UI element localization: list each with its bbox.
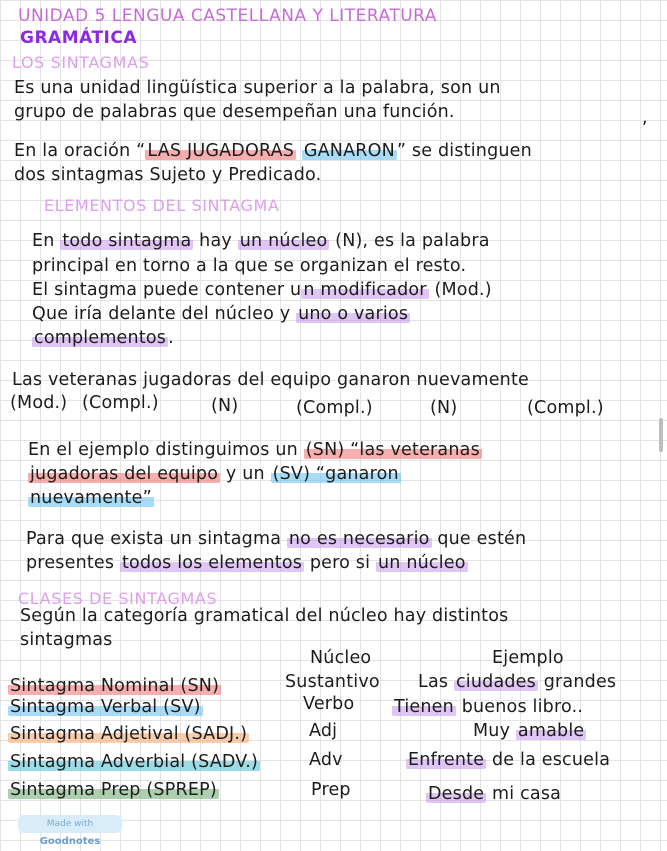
existencia-line-1 bbox=[26, 529, 526, 549]
analysis-label: (N) bbox=[211, 396, 239, 416]
sintagma-name: Sintagma Adjetival (SADJ.) bbox=[10, 724, 248, 744]
section-heading-clases: CLASES DE SINTAGMAS bbox=[18, 589, 218, 608]
column-header-nucleo: Núcleo bbox=[310, 648, 372, 668]
highlight: todos los elementos bbox=[121, 553, 303, 573]
made-with-goodnotes-badge bbox=[18, 815, 122, 847]
definition-line-2: grupo de palabras que desempeñan una función. bbox=[14, 102, 455, 122]
text-segment: mi casa bbox=[486, 784, 562, 804]
distinguimos-line-1 bbox=[28, 440, 482, 460]
nucleo-cell: Sustantivo bbox=[285, 672, 380, 692]
sintagma-name: Sintagma Verbal (SV) bbox=[10, 697, 201, 717]
badge-brand: Goodnotes bbox=[39, 836, 101, 847]
text-segment: (N), es la palabra bbox=[329, 231, 490, 251]
text-segment: En bbox=[32, 231, 61, 251]
highlight-sn: jugadoras del equipo bbox=[30, 464, 219, 484]
highlight-sv: (SV) “ganaron bbox=[272, 464, 399, 484]
text-segment: Las bbox=[418, 672, 454, 692]
text-segment: buenos libro.. bbox=[455, 697, 584, 717]
ejemplo-cell bbox=[418, 672, 616, 692]
distinguimos-line-3 bbox=[28, 488, 154, 508]
page-title: UNIDAD 5 LENGUA CASTELLANA Y LITERATURA bbox=[18, 6, 437, 26]
highlight-sujeto: LAS JUGADORAS bbox=[147, 141, 295, 161]
text-segment: presentes bbox=[26, 553, 120, 573]
nucleo-cell: Verbo bbox=[303, 694, 355, 714]
sintagma-name: Sintagma Nominal (SN) bbox=[10, 676, 220, 696]
text-segment: . bbox=[168, 328, 174, 348]
highlight: todo sintagma bbox=[62, 231, 192, 251]
section-heading-sintagmas: LOS SINTAGMAS bbox=[12, 53, 150, 72]
highlight: Enfrente bbox=[408, 750, 485, 770]
badge-prefix: Made with bbox=[46, 819, 94, 829]
analysis-label: (Compl.) bbox=[296, 398, 373, 418]
highlight: n modificador bbox=[303, 280, 427, 300]
clases-intro-line-1: Según la categoría gramatical del núcleo hay distintos bbox=[20, 606, 509, 626]
text-segment: (Mod.) bbox=[428, 280, 492, 300]
elementos-line-3 bbox=[32, 280, 492, 300]
analysis-label: (N) bbox=[430, 398, 458, 418]
text-segment: y un bbox=[220, 464, 271, 484]
table-row-adverbial bbox=[8, 752, 260, 772]
table-row-verbal bbox=[8, 697, 203, 717]
highlight: ciudades bbox=[455, 672, 536, 692]
text-segment: que estén bbox=[431, 529, 527, 549]
highlight: Desde bbox=[428, 784, 485, 804]
analysis-label: (Compl.) bbox=[82, 393, 159, 413]
table-row-nominal bbox=[8, 676, 221, 696]
text-segment: ” se distinguen bbox=[396, 141, 532, 161]
elementos-line-4 bbox=[32, 304, 410, 324]
text-segment: grandes bbox=[537, 672, 617, 692]
nucleo-cell: Adj bbox=[309, 721, 338, 741]
text-segment: El sintagma puede contener u bbox=[32, 280, 302, 300]
text-segment: pero si bbox=[304, 553, 376, 573]
text-segment: Muy bbox=[473, 721, 516, 741]
ejemplo-cell bbox=[473, 721, 586, 741]
example-sentence-line-2: dos sintagmas Sujeto y Predicado. bbox=[14, 165, 322, 185]
example-sentence-line-1 bbox=[14, 141, 532, 161]
stray-mark: , bbox=[642, 108, 648, 128]
highlight: no es necesario bbox=[288, 529, 430, 549]
text-segment: hay bbox=[193, 231, 238, 251]
nucleo-cell: Adv bbox=[309, 750, 343, 770]
highlight: Tienen bbox=[394, 697, 454, 717]
elementos-line-1 bbox=[32, 231, 490, 251]
table-row-adjetival bbox=[8, 724, 249, 744]
analysis-label: (Compl.) bbox=[527, 398, 604, 418]
highlight: un núcleo bbox=[239, 231, 328, 251]
text-segment: de la escuela bbox=[486, 750, 611, 770]
elementos-line-5 bbox=[32, 328, 174, 348]
highlight: un núcleo bbox=[377, 553, 466, 573]
highlight: complementos bbox=[34, 328, 167, 348]
ejemplo-cell bbox=[406, 750, 610, 770]
page-subtitle: GRAMÁTICA bbox=[20, 28, 138, 48]
text-segment: En el ejemplo distinguimos un bbox=[28, 440, 304, 460]
scrollbar-thumb[interactable] bbox=[659, 418, 663, 452]
highlight-sv: nuevamente” bbox=[30, 488, 152, 508]
text-segment: Que iría delante del núcleo y bbox=[32, 304, 297, 324]
highlight-sn: (SN) “las veteranas bbox=[305, 440, 480, 460]
ejemplo-cell bbox=[426, 784, 561, 804]
highlight-predicado: GANARON bbox=[303, 141, 395, 161]
definition-line-1: Es una unidad lingüística superior a la palabra, son un bbox=[14, 78, 501, 98]
nucleo-cell: Prep bbox=[311, 780, 351, 800]
elementos-line-2: principal en torno a la que se organizan el resto. bbox=[32, 256, 467, 276]
highlight: amable bbox=[517, 721, 585, 741]
highlight: uno o varios bbox=[298, 304, 409, 324]
clases-intro-line-2: sintagmas bbox=[20, 630, 113, 650]
text-segment: En la oración “ bbox=[14, 141, 146, 161]
ejemplo-cell bbox=[392, 697, 583, 717]
analysis-sentence: Las veteranas jugadoras del equipo ganaron nuevamente bbox=[12, 370, 530, 390]
sintagma-name: Sintagma Adverbial (SADV.) bbox=[10, 752, 259, 772]
column-header-ejemplo: Ejemplo bbox=[492, 648, 564, 668]
table-row-prep bbox=[8, 780, 219, 800]
text-segment: Para que exista un sintagma bbox=[26, 529, 287, 549]
existencia-line-2 bbox=[26, 553, 468, 573]
analysis-label: (Mod.) bbox=[10, 393, 68, 413]
sintagma-name: Sintagma Prep (SPREP) bbox=[10, 780, 217, 800]
section-heading-elementos: ELEMENTOS DEL SINTAGMA bbox=[44, 196, 280, 215]
distinguimos-line-2 bbox=[28, 464, 401, 484]
